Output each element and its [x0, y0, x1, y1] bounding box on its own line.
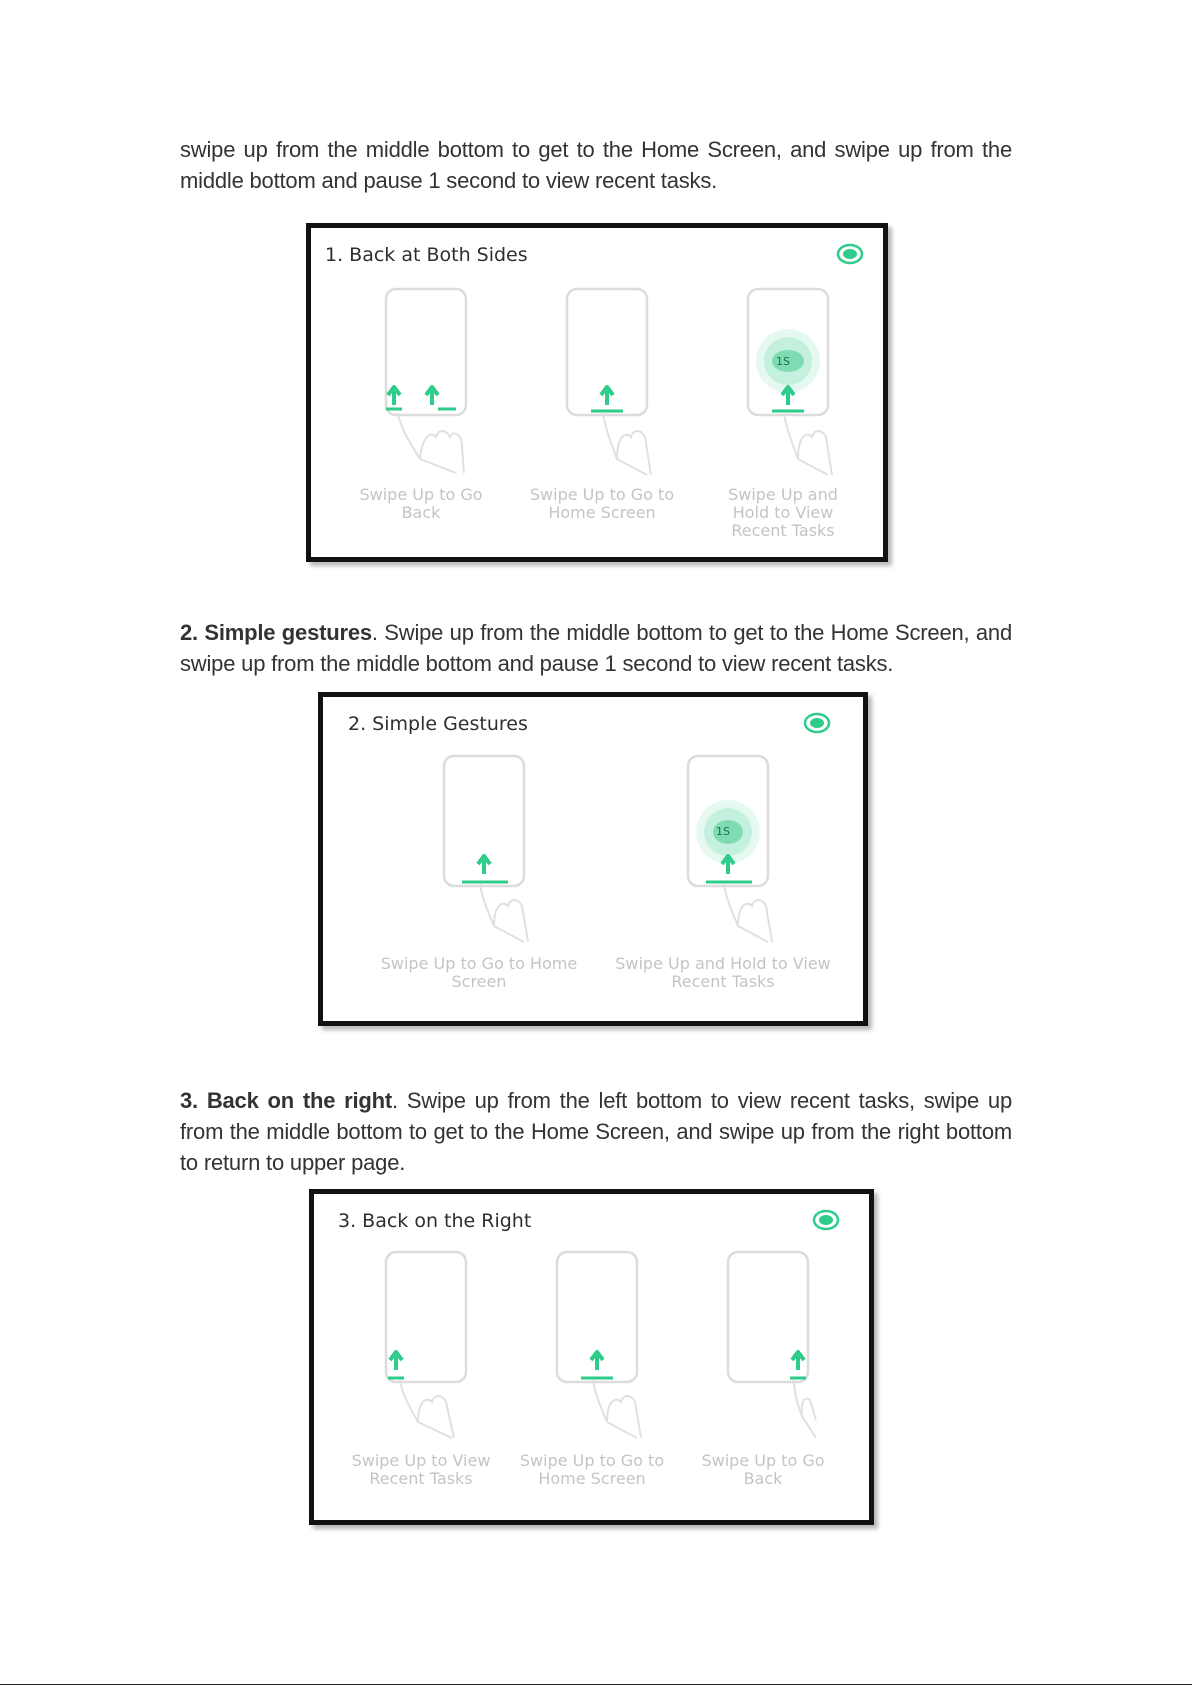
section3-paragraph — [180, 1085, 1012, 1178]
phone-gesture-icon — [708, 1250, 818, 1440]
hold-timer-badge: 1S — [716, 825, 730, 838]
section3-heading: 3. Back on the right — [180, 1088, 393, 1113]
gesture-caption: Swipe Up to Go Back — [359, 485, 483, 522]
radio-selected-icon[interactable] — [835, 242, 865, 266]
gesture-caption: Swipe Up to Go to Home Screen — [380, 954, 578, 991]
section2-text: . Swipe up from the middle bottom to get to the Home Screen, and swipe up from the middle bottom and pause 1 second to view recent tasks. — [180, 620, 1012, 676]
gesture-caption: Swipe Up to Go to Home Screen — [519, 1451, 665, 1488]
intro-paragraph — [180, 134, 1012, 196]
gesture-caption: Swipe Up to Go to Home Screen — [529, 485, 675, 522]
phone-gesture-icon — [366, 287, 476, 477]
phone-gesture-icon — [424, 754, 534, 944]
section2-heading: 2. Simple gestures — [180, 620, 372, 645]
gesture-caption: Swipe Up to Go Back — [701, 1451, 825, 1488]
phone-gesture-icon — [547, 287, 657, 477]
gesture-panel-back-both-sides — [306, 223, 888, 562]
phone-gesture-icon — [537, 1250, 647, 1440]
panel-title: 1. Back at Both Sides — [325, 244, 528, 266]
phone-gesture-icon — [668, 754, 778, 944]
radio-selected-icon[interactable] — [811, 1208, 841, 1232]
gesture-caption: Swipe Up to View Recent Tasks — [351, 1451, 491, 1488]
intro-text: swipe up from the middle bottom to get to the Home Screen, and swipe up from the middle bottom and pause 1 second to view recent tasks. — [180, 137, 1012, 193]
gesture-panel-simple-gestures — [318, 692, 868, 1026]
panel-title: 2. Simple Gestures — [348, 713, 528, 735]
gesture-panel-back-on-right — [309, 1189, 874, 1525]
gesture-caption: Swipe Up and Hold to View Recent Tasks — [728, 485, 838, 540]
phone-gesture-icon — [728, 287, 838, 477]
section2-paragraph — [180, 617, 1012, 679]
radio-selected-icon[interactable] — [802, 711, 832, 735]
phone-gesture-icon — [366, 1250, 476, 1440]
panel-title: 3. Back on the Right — [338, 1210, 532, 1232]
gesture-caption: Swipe Up and Hold to View Recent Tasks — [615, 954, 831, 991]
section3-text: . Swipe up from the left bottom to view recent tasks, swipe up from the middle bottom to get to the Home Screen, and swipe up from the right bottom to return to upper page. — [180, 1088, 1012, 1175]
hold-timer-badge: 1S — [776, 355, 790, 368]
